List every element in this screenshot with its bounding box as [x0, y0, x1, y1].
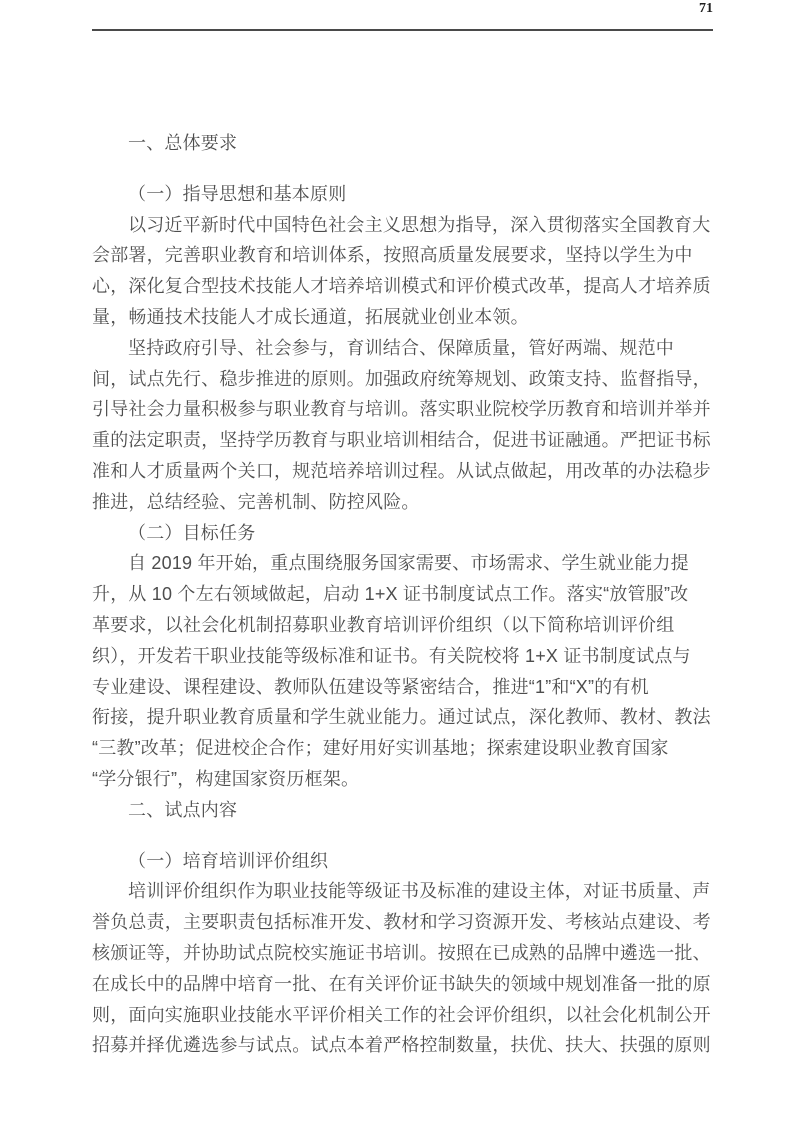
paragraph-line: 专业建设、课程建设、教师队伍建设等紧密结合，推进“1”和“X”的有机	[92, 676, 649, 697]
paragraph-line: 升，从 10 个左右领域做起，启动 1+X 证书制度试点工作。落实“放管服”改	[92, 584, 689, 605]
paragraph-line: 坚持政府引导、社会参与，育训结合、保障质量，管好两端、规范中	[128, 337, 674, 358]
page-number: 71	[699, 1, 713, 16]
paragraph	[92, 876, 713, 1061]
paragraph-line: 核颁证等，并协助试点院校实施证书培训。按照在已成熟的品牌中遴选一批、	[92, 942, 711, 963]
paragraph-line: “三教”改革；促进校企合作；建好用好实训基地；探索建设职业教育国家	[92, 738, 669, 759]
paragraph	[92, 548, 713, 794]
section-heading-2: 二、试点内容	[128, 799, 238, 820]
paragraph-line: 革要求，以社会化机制招募职业教育培训评价组织（以下简称培训评价组	[92, 614, 675, 635]
paragraph-line: 心，深化复合型技术技能人才培养培训模式和评价模式改革，提高人才培养质	[92, 276, 711, 297]
paragraph-line: “学分银行”，构建国家资历框架。	[92, 768, 360, 789]
subsection-heading-1-1: （一）指导思想和基本原则	[128, 183, 347, 204]
paragraph-line: 则，面向实施职业技能水平评价相关工作的社会评价组织，以社会化机制公开	[92, 1004, 711, 1025]
paragraph-line: 织），开发若干职业技能等级标准和证书。有关院校将 1+X 证书制度试点与	[92, 645, 691, 666]
paragraph-line: 在成长中的品牌中培育一批、在有关评价证书缺失的领域中规划准备一批的原	[92, 973, 711, 994]
subsection-heading-1-2: （二）目标任务	[128, 522, 256, 543]
document-body	[92, 128, 713, 1061]
paragraph-line: 衔接，提升职业教育质量和学生就业能力。通过试点，深化教师、教材、教法	[92, 707, 711, 728]
paragraph-line: 引导社会力量积极参与职业教育与培训。落实职业院校学历教育和培训并举并	[92, 399, 711, 420]
paragraph-line: 量，畅通技术技能人才成长通道，拓展就业创业本领。	[92, 306, 529, 327]
paragraph-line: 招募并择优遴选参与试点。试点本着严格控制数量，扶优、扶大、扶强的原则	[92, 1035, 711, 1056]
paragraph-line: 重的法定职责，坚持学历教育与职业培训相结合，促进书证融通。严把证书标	[92, 430, 711, 451]
paragraph	[92, 333, 713, 518]
header-rule	[92, 29, 713, 31]
paragraph-line: 自 2019 年开始，重点围绕服务国家需要、市场需求、学生就业能力提	[128, 553, 689, 574]
subsection-heading-2-1: （一）培育培训评价组织	[128, 850, 329, 871]
paragraph	[92, 210, 713, 333]
paragraph-line: 以习近平新时代中国特色社会主义思想为指导，深入贯彻落实全国教育大	[128, 214, 711, 235]
paragraph-line: 准和人才质量两个关口，规范培养培训过程。从试点做起，用改革的办法稳步	[92, 460, 711, 481]
section-heading-1: 一、总体要求	[128, 133, 238, 153]
paragraph-line: 间，试点先行、稳步推进的原则。加强政府统筹规划、政策支持、监督指导，	[92, 368, 711, 389]
paragraph-line: 会部署，完善职业教育和培训体系，按照高质量发展要求，坚持以学生为中	[92, 245, 693, 266]
paragraph-line: 推进，总结经验、完善机制、防控风险。	[92, 491, 420, 512]
paragraph-line: 培训评价组织作为职业技能等级证书及标准的建设主体，对证书质量、声	[128, 881, 711, 902]
paragraph-line: 誉负总责，主要职责包括标准开发、教材和学习资源开发、考核站点建设、考	[92, 912, 711, 933]
